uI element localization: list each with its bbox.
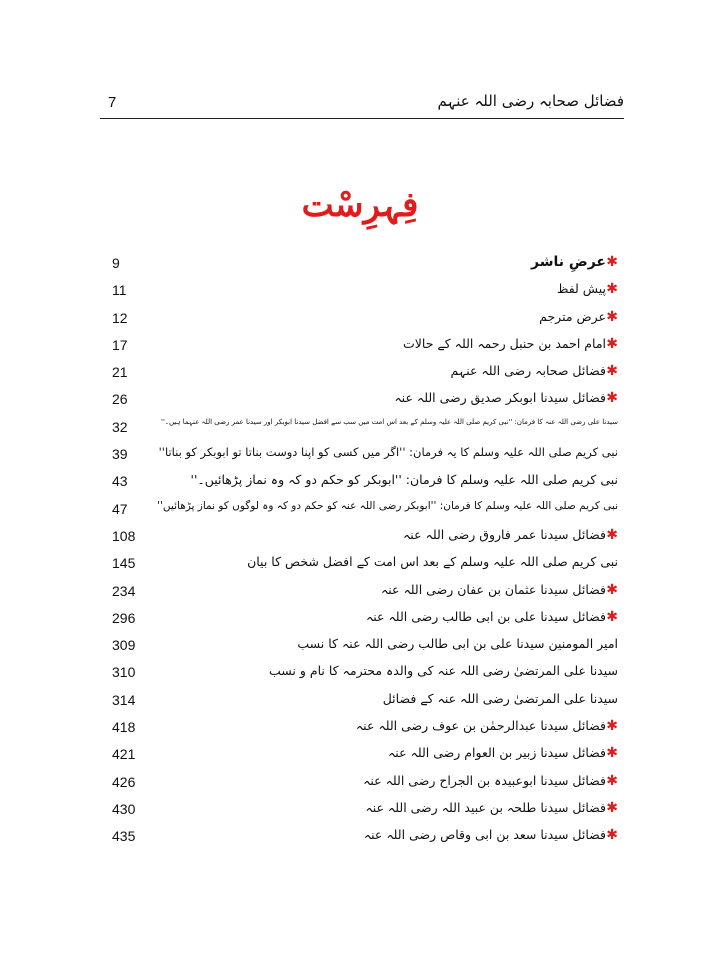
toc-entry-title: نبی کریم صلی اللہ علیہ وسلم کا فرمان: ''ابوبکر رضی اللہ عنہ کو حکم دو کہ وہ لوگوں کو نماز پڑھائیں'' xyxy=(157,499,618,512)
toc-entry[interactable] xyxy=(112,716,618,743)
page-number: 7 xyxy=(108,94,117,111)
toc-page-number: 11 xyxy=(112,282,127,299)
toc-entry-title: عرضِ ناشر xyxy=(531,254,606,270)
toc-page-number: 47 xyxy=(112,500,128,517)
toc-page-number: 314 xyxy=(112,691,136,708)
toc-page-number: 26 xyxy=(112,391,128,408)
toc-entry-title: سیدنا علی المرتضیٰ رضی اللہ عنہ کی والدہ محترمہ کا نام و نسب xyxy=(268,663,618,679)
star-icon: ✱ xyxy=(606,363,618,380)
toc-page-number: 32 xyxy=(112,418,128,435)
toc-page-number: 17 xyxy=(112,336,128,353)
toc-entry[interactable] xyxy=(112,470,618,497)
toc-page-number: 418 xyxy=(112,719,136,736)
toc-entry[interactable] xyxy=(112,388,618,415)
toc-entry[interactable] xyxy=(112,498,618,525)
toc-entry[interactable] xyxy=(112,525,618,552)
toc-entry-title: نبی کریم صلی اللہ علیہ وسلم کے بعد اس امت کے افضل شخص کا بیان xyxy=(247,554,618,570)
toc-page-number: 435 xyxy=(112,828,136,845)
toc-entry-title: فضائل سیدنا عمر فاروق رضی اللہ عنہ xyxy=(402,526,606,542)
toc-page-number: 9 xyxy=(112,255,120,271)
toc-entry[interactable] xyxy=(112,771,618,798)
toc-entry-title: پیش لفظ xyxy=(556,281,606,297)
toc-page-number: 39 xyxy=(112,446,128,463)
toc-page-number: 234 xyxy=(112,582,136,599)
star-icon: ✱ xyxy=(606,335,618,352)
toc-entry[interactable] xyxy=(112,607,618,634)
star-icon: ✱ xyxy=(606,772,618,789)
toc-entry-title: فضائل صحابہ رضی اللہ عنہم xyxy=(450,363,606,379)
toc-title: فِہرِسْت xyxy=(301,185,419,225)
toc-page-number: 43 xyxy=(112,473,128,490)
toc-entry[interactable] xyxy=(112,689,618,716)
toc-entry-title: سیدنا علی المرتضیٰ رضی اللہ عنہ کے فضائل xyxy=(382,690,618,706)
toc-entry[interactable] xyxy=(112,307,618,334)
toc-entry-title: نبی کریم صلی اللہ علیہ وسلم کا فرمان: ''ابوبکر کو حکم دو کہ وہ نماز پڑھائیں۔'' xyxy=(190,472,618,488)
toc-page-number: 108 xyxy=(112,527,136,544)
toc-page-number: 310 xyxy=(112,664,136,681)
toc-page-number: 21 xyxy=(112,364,128,381)
star-icon: ✱ xyxy=(606,254,618,270)
toc-entry[interactable] xyxy=(112,552,618,579)
toc-entry-title: فضائل سیدنا عبدالرحمٰن بن عوف رضی اللہ عنہ xyxy=(355,718,606,734)
running-header xyxy=(100,92,624,119)
toc-entry-title: نبی کریم صلی اللہ علیہ وسلم کا یہ فرمان: ''اگر میں کسی کو اپنا دوست بناتا تو ابوبکر کو بناتا'' xyxy=(158,445,618,460)
toc-entry-title: فضائل سیدنا زبیر بن العوام رضی اللہ عنہ xyxy=(387,745,606,761)
toc-page-number: 309 xyxy=(112,637,136,654)
toc-entry-title: فضائل سیدنا طلحہ بن عبید اللہ رضی اللہ عنہ xyxy=(365,799,606,815)
star-icon: ✱ xyxy=(606,281,618,298)
toc-page-number: 296 xyxy=(112,609,136,626)
toc-entry-title: فضائل سیدنا ابوعبیدہ بن الجراح رضی اللہ عنہ xyxy=(363,772,606,788)
toc-page-number: 430 xyxy=(112,800,136,817)
book-title: فضائل صحابہ رضی اللہ عنہم xyxy=(437,92,624,110)
toc-page-number: 12 xyxy=(112,309,128,326)
star-icon: ✱ xyxy=(606,718,618,735)
toc-entry-title: امیر المومنین سیدنا علی بن ابی طالب رضی اللہ عنہ کا نسب xyxy=(297,636,618,652)
toc-entry[interactable] xyxy=(112,279,618,306)
star-icon: ✱ xyxy=(606,827,618,844)
toc-entry-title: فضائل سیدنا عثمان بن عفان رضی اللہ عنہ xyxy=(380,581,606,597)
toc-entry-title: فضائل سیدنا سعد بن ابی وقاص رضی اللہ عنہ xyxy=(363,827,606,843)
star-icon: ✱ xyxy=(606,608,618,625)
star-icon: ✱ xyxy=(606,308,618,325)
toc-entry-title: فضائل سیدنا ابوبکر صدیق رضی اللہ عنہ xyxy=(394,390,606,406)
star-icon: ✱ xyxy=(606,799,618,816)
toc-entry[interactable] xyxy=(112,634,618,661)
star-icon: ✱ xyxy=(606,745,618,762)
toc-entry[interactable] xyxy=(112,416,618,443)
toc-page-number: 426 xyxy=(112,773,136,790)
toc-entry[interactable] xyxy=(112,743,618,770)
toc-entry[interactable] xyxy=(112,580,618,607)
toc-entry-title: امام احمد بن حنبل رحمہ اللہ کے حالات xyxy=(402,335,606,351)
table-of-contents xyxy=(112,252,618,853)
toc-entry[interactable] xyxy=(112,661,618,688)
toc-page-number: 421 xyxy=(112,746,136,763)
star-icon: ✱ xyxy=(606,390,618,407)
toc-entry[interactable] xyxy=(112,443,618,470)
toc-entry-title: عرض مترجم xyxy=(539,308,606,324)
toc-entry[interactable] xyxy=(112,334,618,361)
toc-entry-title: سیدنا علی رضی اللہ عنہ کا فرمان: ''نبی کریم صلی اللہ علیہ وسلم کے بعد اس امت میں سب سے افضل سیدنا ابوبکر اور سیدنا عمر رضی اللہ عنہما ہیں۔'' xyxy=(161,417,618,426)
star-icon: ✱ xyxy=(606,526,618,543)
toc-entry-title: فضائل سیدنا علی بن ابی طالب رضی اللہ عنہ xyxy=(365,608,606,624)
star-icon: ✱ xyxy=(606,581,618,598)
toc-page-number: 145 xyxy=(112,555,136,572)
toc-entry[interactable] xyxy=(112,798,618,825)
toc-entry[interactable] xyxy=(112,825,618,852)
toc-entry[interactable] xyxy=(112,361,618,388)
toc-entry[interactable] xyxy=(112,252,618,279)
